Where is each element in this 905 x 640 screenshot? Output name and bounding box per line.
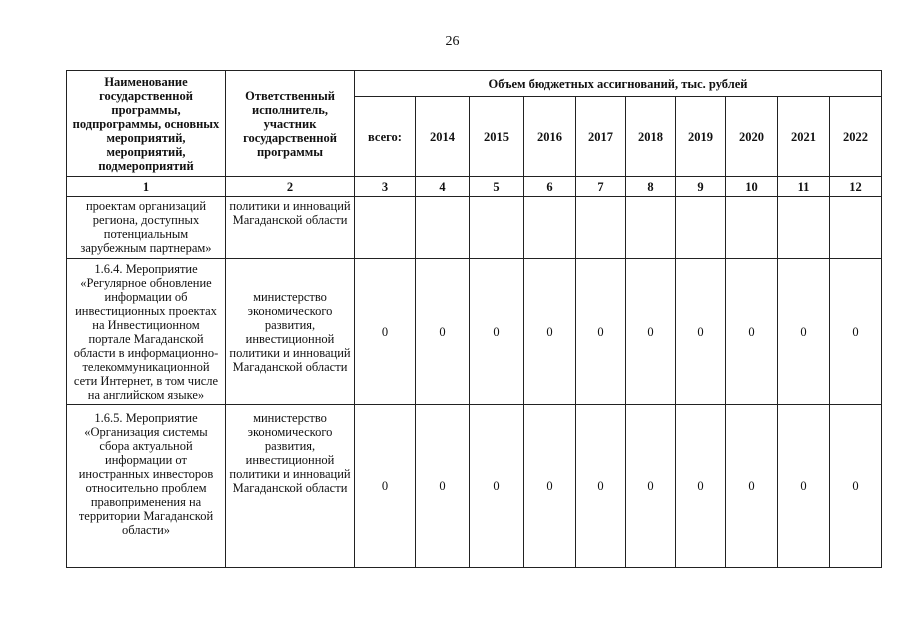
column-number: 6 [524, 177, 576, 197]
value-year: 0 [524, 259, 576, 405]
value-year: 0 [676, 259, 726, 405]
table-row [67, 197, 882, 259]
column-number: 1 [67, 177, 226, 197]
value-year [830, 197, 882, 259]
value-year [676, 197, 726, 259]
value-year: 0 [626, 405, 676, 568]
column-number: 4 [416, 177, 470, 197]
value-total: 0 [355, 259, 416, 405]
value-year: 0 [726, 259, 778, 405]
page-number: 26 [445, 34, 460, 49]
value-year: 0 [470, 259, 524, 405]
header-year: 2017 [576, 97, 626, 177]
header-year: 2019 [676, 97, 726, 177]
column-number: 3 [355, 177, 416, 197]
header-executor: Ответственный исполнитель, участник государственной программы [226, 71, 355, 177]
value-year: 0 [416, 259, 470, 405]
value-year: 0 [524, 405, 576, 568]
value-year: 0 [416, 405, 470, 568]
header-year: 2021 [778, 97, 830, 177]
value-year: 0 [778, 405, 830, 568]
table-row [67, 405, 882, 568]
column-number-row [67, 177, 882, 197]
table-row [67, 259, 882, 405]
measure-name: 1.6.4. Мероприятие «Регулярное обновление информации об инвестиционных проектах на Инвестиционном портале Магаданской области в информационно-телекоммуникационной сети Интернет, в том числе на английском языке» [67, 259, 226, 405]
value-year: 0 [830, 259, 882, 405]
column-number: 11 [778, 177, 830, 197]
header-row-top [67, 71, 882, 97]
value-year: 0 [830, 405, 882, 568]
header-name: Наименование государственной программы, подпрограммы, основных мероприятий, мероприятий, подмероприятий [67, 71, 226, 177]
header-year: 2015 [470, 97, 524, 177]
value-year [576, 197, 626, 259]
value-year [470, 197, 524, 259]
executor-name: министерство экономического развития, инвестиционной политики и инноваций Магаданской области [226, 405, 355, 568]
value-year: 0 [676, 405, 726, 568]
executor-name: министерство экономического развития, инвестиционной политики и инноваций Магаданской области [226, 259, 355, 405]
value-year [778, 197, 830, 259]
value-year: 0 [576, 259, 626, 405]
column-number: 12 [830, 177, 882, 197]
value-year [726, 197, 778, 259]
measure-name: 1.6.5. Мероприятие «Организация системы сбора актуальной информации от иностранных инвесторов относительно проблем правоприменения на территории Магаданской области» [67, 405, 226, 568]
value-year [626, 197, 676, 259]
measure-name: проектам организаций региона, доступных потенциальным зарубежным партнерам» [67, 197, 226, 259]
value-year: 0 [576, 405, 626, 568]
column-number: 5 [470, 177, 524, 197]
header-year: 2018 [626, 97, 676, 177]
value-year: 0 [778, 259, 830, 405]
value-total: 0 [355, 405, 416, 568]
value-year: 0 [726, 405, 778, 568]
header-volume: Объем бюджетных ассигнований, тыс. рублей [355, 71, 882, 97]
column-number: 2 [226, 177, 355, 197]
value-year [524, 197, 576, 259]
column-number: 8 [626, 177, 676, 197]
header-total: всего: [355, 97, 416, 177]
column-number: 7 [576, 177, 626, 197]
column-number: 9 [676, 177, 726, 197]
value-year: 0 [626, 259, 676, 405]
executor-name: политики и инноваций Магаданской области [226, 197, 355, 259]
header-year: 2014 [416, 97, 470, 177]
value-year [416, 197, 470, 259]
value-year: 0 [470, 405, 524, 568]
header-year: 2020 [726, 97, 778, 177]
value-total [355, 197, 416, 259]
budget-table [66, 70, 882, 568]
header-year: 2016 [524, 97, 576, 177]
column-number: 10 [726, 177, 778, 197]
header-year: 2022 [830, 97, 882, 177]
